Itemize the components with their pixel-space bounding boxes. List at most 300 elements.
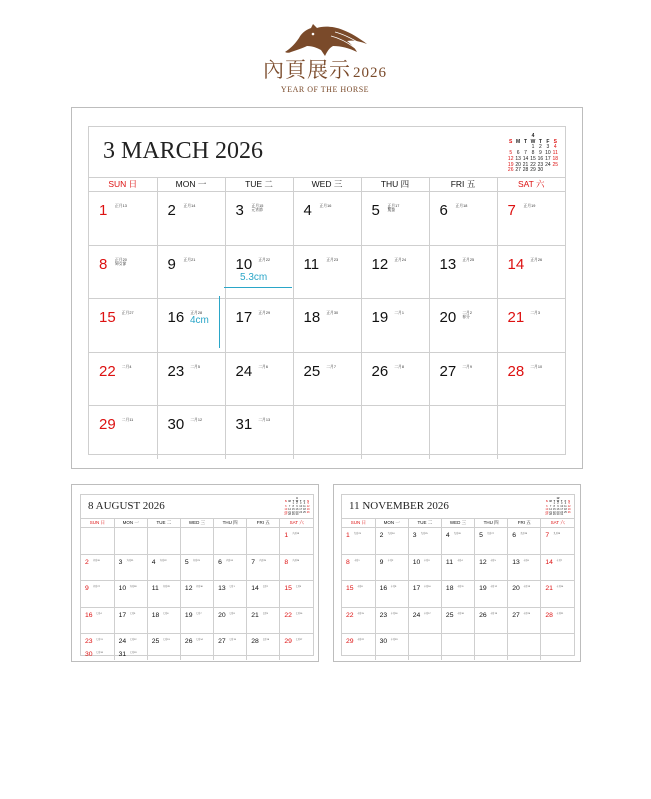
day-cell[interactable] [508, 528, 541, 555]
week-row [81, 581, 313, 608]
day-number: 25 [151, 638, 160, 646]
mini-day: 27 [284, 513, 288, 517]
day-cell[interactable] [214, 528, 247, 555]
day-cell[interactable] [147, 634, 180, 660]
day-number: 22 [99, 362, 116, 380]
day-cell[interactable] [342, 581, 375, 608]
calendar-header [342, 495, 574, 519]
week-row [81, 634, 313, 660]
mini-day: 26 [507, 167, 514, 174]
mini-day: 5 [307, 502, 309, 506]
day-cell[interactable] [475, 634, 508, 660]
mini-day: 4 [553, 144, 557, 151]
lunar-date-label: 六月21 [126, 559, 134, 562]
day-cell[interactable] [361, 245, 429, 299]
mini-weekday: M [516, 138, 521, 145]
day-cell[interactable] [475, 528, 508, 555]
lunar-date-label: 七月10 [295, 612, 303, 615]
lunar-date-label: 二月4 [121, 364, 132, 369]
day-number: 29 [284, 638, 292, 646]
lunar-date-label: 二月8 [394, 364, 404, 369]
height-measure-line [219, 296, 220, 348]
day-cell[interactable] [225, 406, 293, 459]
day-cell[interactable] [508, 634, 541, 660]
mini-day: 7 [288, 505, 291, 509]
mini-day: 30 [295, 513, 299, 517]
mini-day: 4 [564, 502, 567, 506]
day-cell[interactable] [180, 607, 213, 634]
lunar-date-label: 正月19 [523, 204, 536, 208]
day-number: 1 [346, 532, 350, 539]
day-cell[interactable] [508, 607, 541, 634]
mini-day: 26 [306, 510, 310, 514]
day-number: 9 [167, 255, 176, 273]
day-cell[interactable] [408, 554, 441, 581]
day-cell[interactable] [361, 299, 429, 353]
day-cell[interactable] [214, 581, 247, 608]
lunar-date-label: 十月21 [556, 612, 564, 615]
day-cell[interactable] [81, 581, 114, 608]
day-cell[interactable] [429, 299, 497, 353]
day-cell[interactable] [280, 581, 313, 608]
mini-day: 8 [292, 505, 294, 509]
week-row [89, 352, 565, 406]
day-cell[interactable] [293, 192, 361, 246]
day-cell[interactable] [89, 245, 157, 299]
day-cell[interactable] [441, 554, 474, 581]
lunar-date-label: 七月12 [129, 639, 137, 642]
lunar-date-label: 九月26 [453, 533, 461, 535]
day-cell[interactable] [180, 581, 213, 608]
logo-year: 2026 [353, 65, 387, 81]
day-cell[interactable] [361, 192, 429, 246]
mini-day: 17 [560, 507, 564, 511]
day-number: 26 [371, 362, 389, 380]
mini-weekday: W [295, 499, 299, 503]
mini-day: 2 [539, 144, 542, 151]
day-cell[interactable] [475, 607, 508, 634]
lunar-date-label: 二月6 [258, 364, 268, 369]
day-cell[interactable] [180, 528, 213, 555]
mini-day: 22 [552, 510, 556, 514]
mini-day: 28 [288, 513, 291, 517]
day-number: 26 [184, 638, 193, 646]
mini-day: 6 [546, 505, 548, 509]
month-title: 8 AUGUST 2026 [88, 500, 165, 512]
mini-day: 23 [556, 510, 560, 514]
day-cell[interactable] [375, 528, 408, 555]
day-number: 19 [479, 585, 487, 593]
day-number: 20 [512, 585, 520, 593]
mini-weekday: T [538, 138, 542, 145]
day-cell[interactable] [293, 245, 361, 299]
mini-day: 1 [553, 502, 555, 506]
day-cell[interactable] [508, 581, 541, 608]
mini-weekday: S [509, 138, 513, 145]
mini-weekday: S [307, 499, 309, 503]
day-cell[interactable] [247, 607, 280, 634]
calendar-header [89, 127, 565, 178]
day-cell[interactable] [147, 607, 180, 634]
day-cell[interactable] [89, 406, 157, 459]
day-cell[interactable] [408, 607, 441, 634]
day-number: 3 [118, 558, 123, 566]
day-cell[interactable] [441, 607, 474, 634]
day-number: 18 [151, 611, 160, 619]
day-cell[interactable] [441, 634, 474, 660]
mini-day: 11 [303, 505, 306, 509]
day-number: 17 [118, 611, 127, 619]
mini-day: 22 [291, 510, 295, 514]
lunar-date-label: 二月2 春分 [462, 311, 472, 320]
lunar-date-label: 七月13 [162, 639, 170, 642]
day-number: 24 [412, 611, 421, 619]
day-cell[interactable] [247, 554, 280, 581]
cell-width-annotation [224, 272, 292, 292]
width-measure-label: 5.3cm [240, 272, 268, 283]
width-measure-line [224, 287, 292, 288]
day-cell[interactable] [280, 607, 313, 634]
lunar-date-label: 七月8 [229, 612, 235, 615]
lunar-date-label: 六月22 [159, 559, 167, 562]
day-cell[interactable] [247, 528, 280, 555]
day-cell[interactable] [375, 634, 408, 660]
day-number: 8 [284, 558, 289, 566]
lunar-date-label: 二月7 [326, 364, 336, 369]
day-cell[interactable] [89, 299, 157, 353]
day-cell[interactable] [157, 406, 225, 459]
day-cell[interactable] [247, 634, 280, 660]
day-cell[interactable] [214, 554, 247, 581]
mini-day: 30 [556, 513, 560, 517]
day-cell[interactable] [157, 352, 225, 406]
day-cell[interactable] [114, 607, 147, 634]
mini-day: 15 [530, 155, 536, 162]
weekday-header: THU 四 [214, 518, 247, 528]
lunar-date-label: 十月13 [523, 586, 531, 589]
mini-day: 11 [552, 150, 558, 157]
mini-day: 5 [568, 502, 570, 506]
mini-day: 12 [507, 155, 514, 162]
day-number: 23 [167, 362, 185, 380]
lunar-date-label: 十月18 [456, 612, 464, 615]
day-cell[interactable] [342, 634, 375, 660]
day-cell[interactable] [89, 352, 157, 406]
mini-weekday: M [288, 499, 291, 503]
day-cell[interactable] [225, 299, 293, 353]
lunar-date-label: 正月28 [190, 311, 203, 315]
day-cell[interactable] [429, 245, 497, 299]
day-number: 19 [371, 309, 389, 326]
day-cell[interactable] [541, 581, 574, 608]
day-number: 4 [445, 532, 450, 539]
day-cell[interactable] [441, 581, 474, 608]
day-cell[interactable] [114, 528, 147, 555]
weekday-header: SUN 日 [108, 179, 138, 189]
lunar-date-label: 正月13 [115, 204, 127, 208]
november-calendar [341, 494, 575, 656]
day-number: 21 [545, 585, 553, 593]
lunar-date-label: 六月23 [192, 559, 200, 562]
day-cell[interactable] [375, 581, 408, 608]
lunar-date-label: 十月6 [523, 559, 529, 562]
day-cell[interactable] [497, 352, 565, 406]
day-number: 6 [439, 202, 448, 219]
week-row [89, 299, 565, 353]
mini-day: 9 [539, 150, 542, 157]
mini-weekday: S [545, 499, 548, 503]
day-number: 17 [235, 309, 253, 326]
lunar-date-label: 十月4 [456, 559, 463, 562]
mini-day: 14 [522, 155, 529, 162]
lunar-date-label: 正月24 [394, 257, 407, 262]
week-row [342, 607, 574, 634]
mini-weekday: T [299, 499, 302, 503]
mini-day: 20 [284, 510, 288, 514]
mini-day: 24 [560, 510, 564, 514]
day-cell[interactable] [147, 528, 180, 555]
mini-day: 1 [531, 144, 535, 151]
lunar-date-label: 正月17 驚蟄 [387, 204, 400, 213]
weekday-header: WED 三 [441, 518, 474, 528]
week-row [81, 607, 313, 634]
lunar-date-label: 十月7 [556, 559, 562, 562]
weekday-header: TUE 二 [147, 518, 180, 528]
mini-day: 27 [515, 167, 521, 174]
day-cell[interactable] [81, 554, 114, 581]
mini-day: 22 [530, 161, 536, 168]
day-cell[interactable] [497, 299, 565, 353]
mini-day: 20 [545, 510, 549, 514]
lunar-date-label: 二月3 [530, 311, 540, 315]
day-cell[interactable] [375, 607, 408, 634]
mini-day: 13 [545, 507, 549, 511]
week-row [342, 581, 574, 608]
day-cell[interactable] [147, 554, 180, 581]
mini-day: 30 [537, 167, 544, 174]
week-row [89, 406, 565, 459]
mini-day: 11 [564, 505, 567, 509]
lunar-date-label: 六月26 [292, 559, 300, 562]
mini-day: 5 [509, 150, 513, 157]
day-number: 16 [167, 309, 185, 326]
mini-day: 9 [557, 505, 559, 509]
day-number: 28 [507, 362, 525, 380]
mini-day: 19 [567, 507, 571, 511]
day-cell[interactable] [342, 528, 375, 555]
day-cell[interactable] [280, 554, 313, 581]
lunar-date-label: 九月28 [520, 533, 528, 535]
day-number: 4 [151, 558, 156, 566]
day-number: 4 [303, 202, 312, 219]
day-number: 8 [99, 255, 108, 273]
day-number: 18 [303, 309, 321, 326]
lunar-date-label: 七月18 [96, 652, 103, 655]
day-cell[interactable] [408, 581, 441, 608]
day-cell[interactable] [114, 581, 147, 608]
lunar-date-label: 正月25 [462, 257, 475, 262]
mini-weekday: S [568, 499, 570, 503]
weekday-header: THU 四 [475, 518, 508, 528]
day-cell[interactable] [375, 554, 408, 581]
day-cell[interactable] [342, 607, 375, 634]
lunar-date-label: 六月20 [93, 559, 100, 562]
mini-day: 28 [522, 167, 529, 174]
mini-day: 27 [545, 513, 549, 517]
day-cell[interactable] [114, 634, 147, 660]
mini-day: 8 [553, 505, 555, 509]
day-cell[interactable] [429, 406, 497, 459]
month-grid [81, 518, 313, 660]
day-number: 10 [412, 558, 421, 566]
weekday-header: SUN 日 [350, 519, 366, 525]
day-number: 26 [479, 611, 487, 619]
day-cell[interactable] [497, 406, 565, 459]
mini-day: 10 [545, 150, 551, 157]
day-cell[interactable] [475, 554, 508, 581]
mini-day: 3 [560, 502, 563, 506]
day-cell[interactable] [475, 581, 508, 608]
day-number: 19 [184, 611, 193, 619]
mini-weekday: F [564, 499, 567, 503]
day-cell[interactable] [541, 554, 574, 581]
day-cell[interactable] [81, 607, 114, 634]
day-number: 10 [235, 255, 253, 273]
month-grid [342, 518, 574, 660]
day-cell[interactable] [81, 528, 114, 555]
lunar-date-label: 七月4 [96, 612, 102, 615]
week-row [81, 528, 313, 555]
day-number: 9 [85, 585, 89, 593]
logo-chinese-title: 內頁展示 [263, 58, 351, 82]
day-number: 30 [167, 416, 185, 433]
mini-month-number: 12 [556, 497, 560, 500]
day-cell[interactable] [429, 192, 497, 246]
day-cell[interactable] [342, 554, 375, 581]
day-cell[interactable] [408, 634, 441, 660]
mini-day: 4 [303, 502, 306, 506]
day-cell[interactable] [408, 528, 441, 555]
week-row [81, 554, 313, 581]
mini-weekday: T [553, 499, 556, 503]
mini-day: 15 [552, 507, 556, 511]
day-cell[interactable] [225, 352, 293, 406]
day-cell[interactable] [497, 245, 565, 299]
mini-day: 25 [563, 510, 567, 514]
day-cell[interactable] [214, 634, 247, 660]
weekday-header: FRI 五 [247, 518, 280, 528]
day-cell[interactable] [214, 607, 247, 634]
day-number: 1 [284, 532, 289, 539]
day-cell[interactable] [157, 192, 225, 246]
lunar-date-label: 十月9 [390, 586, 397, 589]
day-cell[interactable] [280, 634, 313, 660]
lunar-date-label: 正月15 元宵節 [251, 204, 264, 213]
lunar-date-label: 六月27 [93, 586, 100, 589]
lunar-date-label: 十月15 [357, 612, 364, 615]
lunar-date-label: 二月12 [190, 418, 203, 422]
day-cell[interactable] [441, 528, 474, 555]
day-cell[interactable] [89, 192, 157, 246]
weekday-header: WED 三 [180, 518, 213, 528]
day-cell[interactable] [157, 245, 225, 299]
day-number: 8 [346, 558, 350, 566]
lunar-date-label: 九月29 [553, 533, 561, 535]
lunar-date-label: 六月30 [195, 586, 203, 589]
mini-day: 6 [285, 505, 287, 509]
lunar-date-label: 七月15 [229, 639, 236, 642]
day-number: 20 [218, 611, 226, 619]
week-row [342, 634, 574, 660]
day-cell[interactable] [147, 581, 180, 608]
day-cell[interactable] [81, 634, 114, 660]
day-cell[interactable] [280, 528, 313, 555]
year-of-horse-logo [250, 22, 400, 102]
day-cell[interactable] [225, 192, 293, 246]
day-cell[interactable] [293, 406, 361, 459]
mini-day: 25 [552, 161, 559, 168]
day-number: 23 [85, 638, 93, 646]
lunar-date-label: 七月3 [295, 586, 301, 589]
weekday-header: SAT 六 [280, 518, 313, 528]
lunar-date-label: 十月16 [390, 612, 398, 615]
day-number: 12 [479, 558, 487, 566]
mini-day: 23 [295, 510, 299, 514]
mini-day: 28 [549, 513, 552, 517]
day-cell[interactable] [541, 607, 574, 634]
day-number: 31 [118, 651, 127, 659]
lunar-date-label: 十月1 [354, 559, 360, 562]
day-cell[interactable] [508, 554, 541, 581]
lunar-date-label: 六月25 [259, 559, 267, 562]
day-cell[interactable] [541, 528, 574, 555]
day-cell[interactable] [180, 554, 213, 581]
day-cell[interactable] [429, 352, 497, 406]
day-cell[interactable] [114, 554, 147, 581]
day-number: 11 [303, 255, 320, 273]
mini-day: 16 [295, 507, 299, 511]
day-cell[interactable] [247, 581, 280, 608]
lunar-date-label: 十月11 [456, 586, 464, 589]
mini-day: 2 [296, 502, 298, 506]
day-number: 24 [235, 362, 253, 380]
day-cell[interactable] [497, 192, 565, 246]
mini-day: 16 [537, 155, 544, 162]
lunar-date-label: 正月30 [326, 311, 339, 315]
lunar-date-label: 七月1 [229, 586, 235, 589]
day-number: 2 [85, 558, 89, 566]
day-number: 2 [167, 202, 176, 219]
day-number: 18 [445, 585, 454, 593]
lunar-date-label: 二月10 [530, 364, 543, 369]
day-cell[interactable] [541, 634, 574, 660]
mini-day: 2 [557, 502, 559, 506]
weekday-header: FRI 五 [508, 518, 541, 528]
day-cell[interactable] [293, 352, 361, 406]
mini-weekday: W [556, 499, 560, 503]
day-number: 28 [545, 611, 553, 619]
day-cell[interactable] [180, 634, 213, 660]
day-cell[interactable] [293, 299, 361, 353]
weekday-header: MON 一 [375, 518, 408, 528]
day-cell[interactable] [361, 406, 429, 459]
weekday-header: MON 一 [157, 177, 225, 192]
day-number: 15 [99, 309, 116, 326]
mini-day: 13 [284, 507, 288, 511]
next-month-mini-calendar [284, 498, 310, 517]
day-cell[interactable] [361, 352, 429, 406]
day-number: 30 [85, 651, 93, 659]
